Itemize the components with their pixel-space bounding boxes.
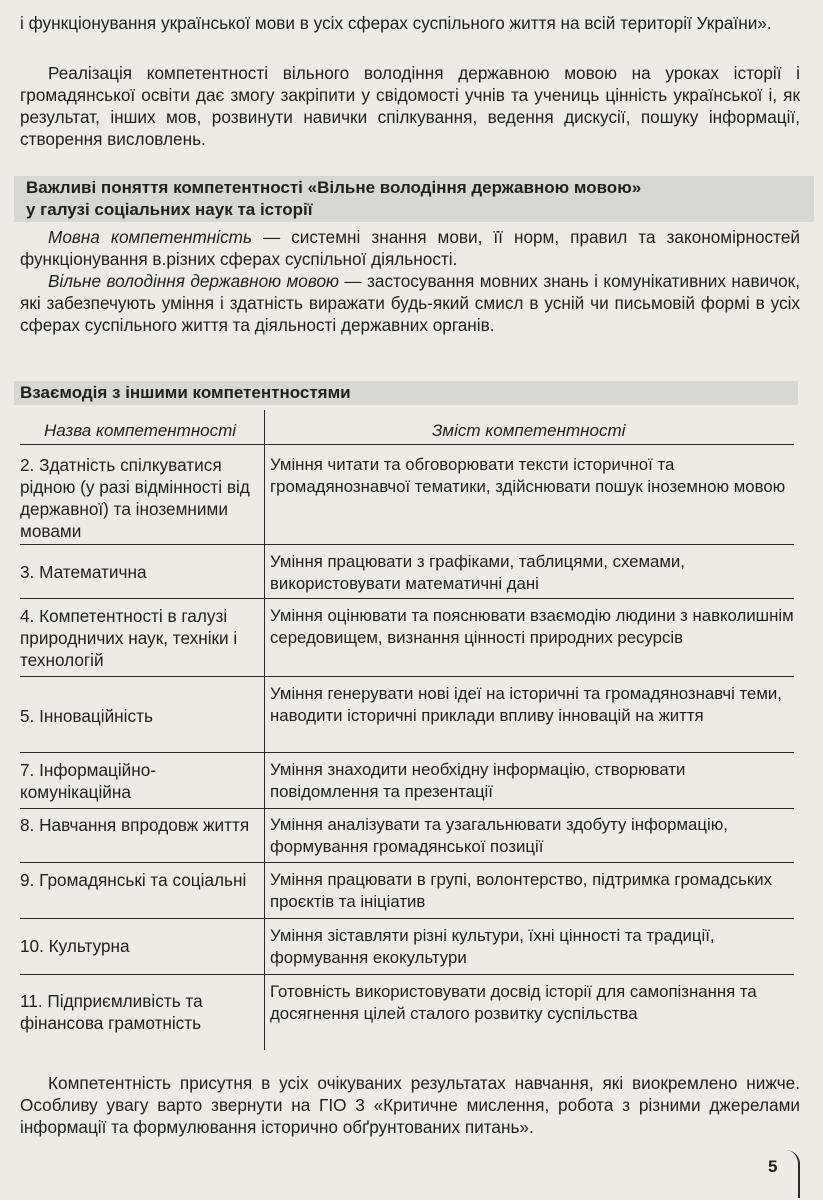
table-row-name: 11. Підприємливість та фінансова грамотність — [20, 991, 203, 1033]
table-row-name: 8. Навчання впродовж життя — [20, 815, 250, 835]
definition-2 — [20, 270, 800, 336]
table-row-divider — [20, 598, 794, 599]
table-row-content: Уміння генерувати нові ідеї на історичні та громадянознавчі теми, наводити історичні приклади впливу інновацій на життя — [270, 684, 782, 725]
table-column-header-name: Назва компетентності — [44, 421, 237, 440]
table-row-name: 5. Інноваційність — [20, 706, 153, 726]
table-header-divider — [20, 444, 794, 445]
table-row-content: Уміння оцінювати та пояснювати взаємодію людини з навколишнім середовищем, визнання цінності природних ресурсів — [270, 606, 794, 647]
definition-1-term: Мовна компетентність — [48, 227, 253, 247]
section-heading — [14, 176, 814, 222]
table-row-name: 10. Культурна — [20, 936, 130, 956]
closing-paragraph-text: Компетентність присутня в усіх очікуваних результатах навчання, які виокремлено нижче. Особливу увагу варто звернути на ГІО 3 «Критичне мислення, робота з різними джерелами інформації та формулювання історично обґрунтованих питань». — [20, 1073, 800, 1137]
intro-paragraph-2 — [20, 62, 800, 150]
section-heading-line-2: у галузі соціальних наук та історії — [26, 200, 313, 219]
page-corner-bracket — [784, 1150, 800, 1198]
intro-paragraph-2-text: Реалізація компетентності вільного володіння державною мовою на уроках історії і громадянської освіти дає змогу закріпити у свідомості учнів та учениць цінність української і, як результат, інших мов, розвинути навички спілкування, ведення дискусії, пошуку інформації, створення висловлень. — [20, 63, 800, 149]
table-column-header-content: Зміст компетентності — [432, 421, 626, 440]
table-row-name: 3. Математична — [20, 562, 147, 582]
table-row-name: 9. Громадянські та соціальні — [20, 870, 247, 890]
closing-paragraph — [20, 1072, 800, 1138]
table-row-content: Уміння зіставляти різні культури, їхні цінності та традиції, формування екокультури — [270, 926, 715, 967]
table-column-divider — [264, 410, 265, 1050]
page-number: 5 — [768, 1157, 778, 1176]
table-row-divider — [20, 974, 794, 975]
table-row-divider — [20, 752, 794, 753]
table-row-divider — [20, 676, 794, 677]
table-row-name: 4. Компетентності в галузі природничих наук, техніки і технологій — [20, 606, 238, 670]
table-row-name: 7. Інформаційно-комунікаційна — [20, 760, 157, 802]
table-row-divider — [20, 862, 794, 863]
definition-2-term: Вільне володіння державною мовою — [48, 271, 339, 291]
definition-2-text: — застосування мовних знань і комунікативних навичок, які забезпечують уміння і здатність виражати будь-який смисл в усній чи письмовій формі в усіх сферах суспільного життя та діяльності державних органів. — [20, 271, 800, 335]
table-row-content: Готовність використовувати досвід історії для самопізнання та досягнення цілей сталого розвитку суспільства — [270, 982, 757, 1023]
intro-paragraph-1: і функціонування української мови в усіх сферах суспільного життя на всій території України». — [20, 13, 772, 33]
table-title-text: Взаємодія з іншими компетентностями — [20, 383, 351, 402]
table-title — [14, 381, 798, 405]
definition-1-text: — системні знання мови, її норм, правил та закономірностей функціонування в.різних сферах суспільної діяльності. — [20, 227, 800, 269]
table-row-name: 2. Здатність спілкуватися рідною (у разі відмінності від державної) та іноземними мовами — [20, 455, 250, 541]
table-row-content: Уміння працювати в групі, волонтерство, підтримка громадських проєктів та ініціатив — [270, 870, 773, 911]
table-row-content: Уміння читати та обговорювати тексти історичної та громадянознавчої тематики, здійснювати пошук іноземною мовою — [270, 455, 786, 496]
table-row-content: Уміння працювати з графіками, таблицями, схемами, використовувати математичні дані — [270, 552, 685, 593]
section-heading-line-1: Важливі поняття компетентності «Вільне володіння державною мовою» — [26, 178, 642, 197]
table-row-content: Уміння аналізувати та узагальнювати здобуту інформацію, формування громадянської позиції — [270, 815, 728, 856]
table-row-divider — [20, 808, 794, 809]
table-row-content: Уміння знаходити необхідну інформацію, створювати повідомлення та презентації — [270, 760, 686, 801]
table-row-divider — [20, 544, 794, 545]
definition-1 — [20, 226, 800, 270]
table-row-divider — [20, 918, 794, 919]
